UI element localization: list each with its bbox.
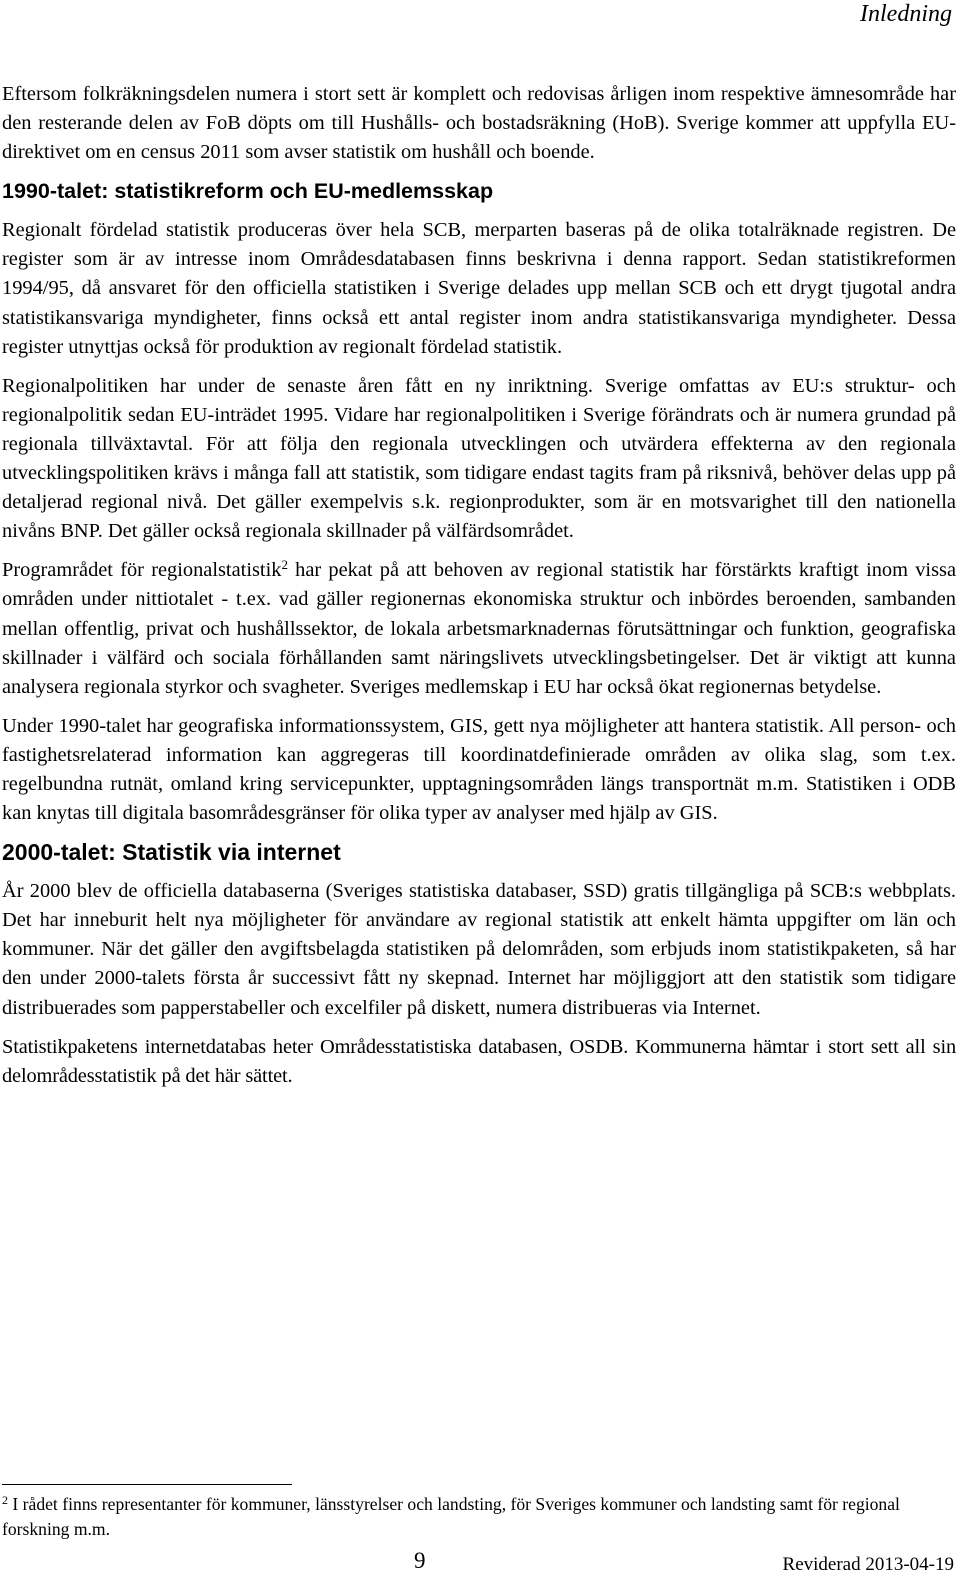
running-header: Inledning: [860, 1, 952, 27]
footnote: [2, 1492, 902, 1542]
paragraph-databases: År 2000 blev de officiella databaserna (Sveriges statistiska databaser, SSD) gratis tillgängliga på SCB:s webbplats. Det har inneburit helt nya möjligheter för användare av regional statistik att enkelt hämta uppgifter om län och kommuner. När det gäller den avgiftsbelagda statistiken på delområden, som erbjuds inom statistikpaketen, så har den under 2000-talets första år successivt fått ny skepnad. Internet har möjliggjort att den statistik som tidigare distribuerades som papperstabeller och excelfiler på diskett, numera distribueras via Internet.: [2, 880, 956, 1019]
paragraph-regional-policy: Regionalpolitiken har under de senaste åren fått en ny inriktning. Sverige omfattas av EU:s struktur- och regionalpolitik sedan EU-inträdet 1995. Vidare har regionalpolitiken i Sverige förändrats och är numera grundad på regionala tillväxtavtal. För att följa den regionala utvecklingen och utvärdera effekterna av den regionala utvecklingspolitiken krävs i många fall att statistik, som tidigare endast tagits fram på riksnivå, behöver delas upp på detaljerad regional nivå. Det gäller exempelvis s.k. regionprodukter, som är en motsvarighet till den nationella nivåns BNP. Det gäller också regionala skillnader på välfärdsområdet.: [2, 374, 956, 543]
paragraph-program-council: [2, 556, 956, 701]
footnote-marker: 2: [2, 1493, 8, 1507]
paragraph-gis: Under 1990-talet har geografiska informationssystem, GIS, gett nya möjligheter att hantera statistik. All person- och fastighetsrelaterad information kan aggregeras till koordinatdefinierade områden av olika slag, som t.ex. regelbundna rutnät, omland kring servicepunkter, upptagningsområden längs transportnät m.m. Statistiken i ODB kan knytas till digitala basområdesgränser för olika typer av analyser med hjälp av GIS.: [2, 714, 956, 825]
footnote-text: I rådet finns representanter för kommuner, länsstyrelser och landsting, för Sveriges kommuner och landsting samt för regional forskning m.m.: [2, 1494, 900, 1539]
footnote-reference: 2: [281, 557, 288, 573]
paragraph-statistics-reform: Regionalt fördelad statistik produceras över hela SCB, merparten baseras på de olika totalräknade registren. De register som är av intresse inom Områdesdatabasen finns beskrivna i denna rapport. Sedan statistikreformen 1994/95, då ansvaret för den officiella statistiken i Sverige delades upp mellan SCB och ett drygt tjugotal andra statistikansvariga myndigheter, finns också ett antal register inom andra statistikansvariga myndigheter. Dessa register utnyttjas också för produktion av regionalt fördelad statistik.: [2, 219, 956, 358]
section-heading-2000s: 2000-talet: Statistik via internet: [2, 839, 341, 866]
revision-date: Reviderad 2013-04-19: [782, 1554, 954, 1575]
paragraph-hob: Eftersom folkräkningsdelen numera i stort sett är komplett och redovisas årligen inom respektive ämnesområde har den resterande delen av FoB döpts om till Hushålls- och bostadsräkning (HoB). Sverige kommer att uppfylla EU-direktivet om en census 2011 som avser statistik om hushåll och boende.: [2, 83, 956, 164]
footnote-separator: [2, 1484, 292, 1485]
page-body: [2, 80, 956, 1101]
page-number: 9: [414, 1548, 426, 1573]
paragraph-program-council-rest: har pekat på att behoven av regional statistik har förstärkts kraftigt inom vissa områden under nittiotalet - t.ex. vad gäller regionernas ekonomiska struktur och inbördes beroenden, sambanden mellan offentlig, privat och hushållssektor, de lokala arbetsmarknadernas förutsättningar och funktion, geografiska skillnader i välfärd och sociala förhållanden samt näringslivets utvecklingsbetingelser. Det är viktigt att kunna analysera regionala styrkor och svagheter. Sveriges medlemskap i EU har också ökat regionernas betydelse.: [2, 559, 956, 698]
section-heading-1990s: 1990-talet: statistikreform och EU-medlemsskap: [2, 179, 494, 204]
paragraph-program-council-start: Programrådet för regionalstatistik: [2, 559, 282, 582]
paragraph-osdb: Statistikpaketens internetdatabas heter Områdesstatistiska databasen, OSDB. Kommunerna hämtar i stort sett all sin delområdesstatistik på det här sättet.: [2, 1035, 956, 1087]
